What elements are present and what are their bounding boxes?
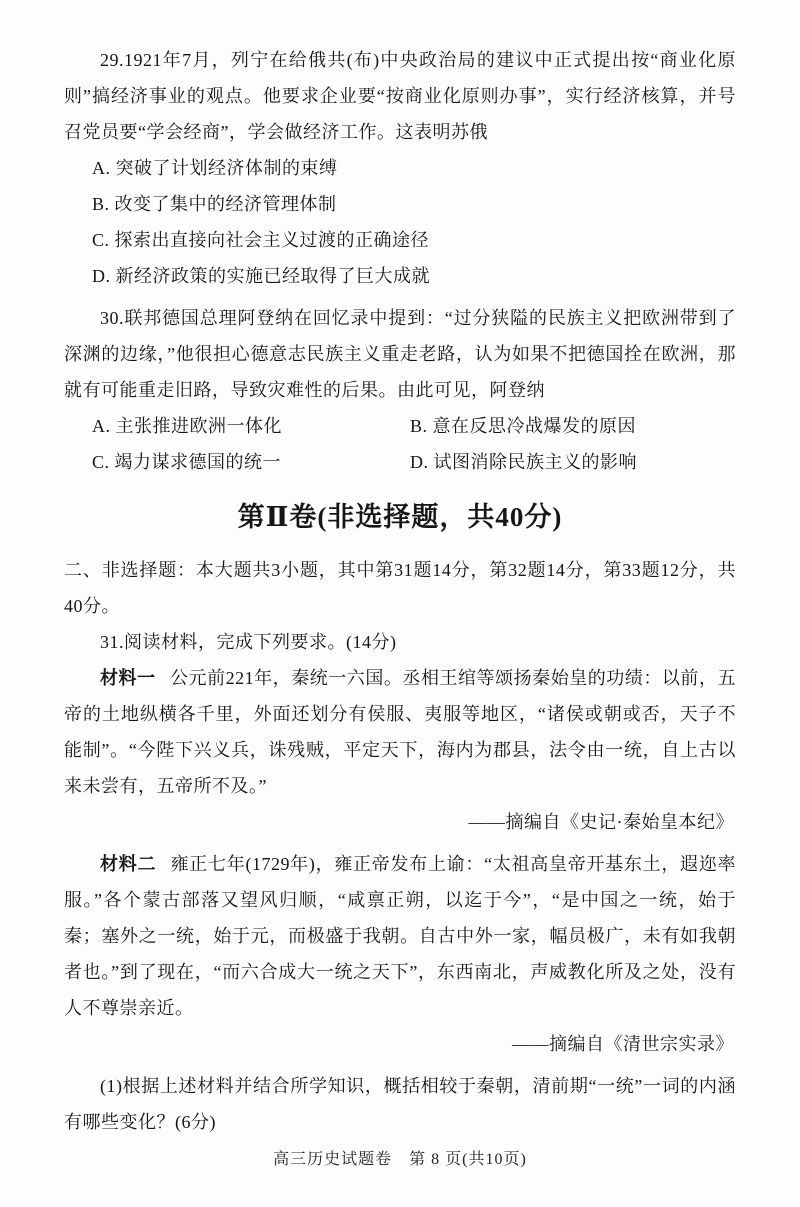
question-29-options: [64, 150, 736, 294]
material-1-paragraph: [64, 660, 736, 804]
material-1-label: 材料一: [100, 668, 156, 688]
question-30-options-row-2: [64, 444, 736, 480]
question-29-option-a: A. 突破了计划经济体制的束缚: [92, 158, 338, 178]
question-29-option-c: C. 探索出直接向社会主义过渡的正确途径: [92, 230, 430, 250]
question-30-option-c: C. 竭力谋求德国的统一: [92, 452, 282, 472]
question-29-stem: 29.1921年7月，列宁在给俄共(布)中央政治局的建议中正式提出按“商业化原则”搞经济事业的观点。他要求企业要“按商业化原则办事”，实行经济核算，并号召党员要“学会经商”，学会做经济工作。这表明苏俄: [64, 50, 736, 142]
material-2-text: 雍正七年(1729年)，雍正帝发布上谕：“太祖高皇帝开基东土，遐迩率服。”各个蒙古部落又望风归顺，“咸禀正朔，以迄于今”，“是中国之一统，始于秦；塞外之一统，始于元，而极盛于我朝。自古中外一家，幅员极广，未有如我朝者也。”到了现在，“而六合成大一统之天下”，东西南北，声威教化所及之处，没有人不尊崇亲近。: [64, 854, 736, 1018]
question-30-option-b: B. 意在反思冷战爆发的原因: [410, 416, 637, 436]
question-30-option-d: D. 试图消除民族主义的影响: [410, 452, 637, 472]
question-31-lead: 31.阅读材料，完成下列要求。(14分): [100, 632, 397, 652]
question-30-stem: 30.联邦德国总理阿登纳在回忆录中提到：“过分狭隘的民族主义把欧洲带到了深渊的边缘，”他很担心德意志民族主义重走老路，认为如果不把德国拴在欧洲，那就有可能重走旧路，导致灾难性的后果。由此可见，阿登纳: [64, 308, 736, 400]
question-31-sub-1: (1)根据上述材料并结合所学知识，概括相较于秦朝，清前期“一统”一词的内涵有哪些变化？(6分): [64, 1076, 736, 1132]
material-1-text: 公元前221年，秦统一六国。丞相王绾等颂扬秦始皇的功绩：以前，五帝的土地纵横各千里，外面还划分有侯服、夷服等地区，“诸侯或朝或否，天子不能制”。“今陛下兴义兵，诛残贼，平定天下，海内为郡县，法令由一统，自上古以来未尝有，五帝所不及。”: [64, 668, 737, 796]
question-29-option-b: B. 改变了集中的经济管理体制: [92, 194, 337, 214]
question-29-option-d: D. 新经济政策的实施已经取得了巨大成就: [92, 266, 430, 286]
question-30-options: [64, 408, 736, 480]
section-2-intro: 二、非选择题：本大题共3小题，其中第31题14分，第32题14分，第33题12分，共40分。: [64, 560, 736, 616]
material-2-paragraph: [64, 846, 736, 1026]
question-30-option-a: A. 主张推进欧洲一体化: [92, 416, 282, 436]
question-30-options-row-1: [64, 408, 736, 444]
material-1-source: ——摘编自《史记·秦始皇本纪》: [468, 812, 734, 832]
material-2-label: 材料二: [100, 854, 157, 874]
section-2-title: 第Ⅱ卷(非选择题，共40分): [237, 502, 563, 532]
page-footer: 高三历史试题卷 第 8 页(共10页): [273, 1151, 527, 1168]
material-2-source: ——摘编自《清世宗实录》: [512, 1034, 734, 1054]
